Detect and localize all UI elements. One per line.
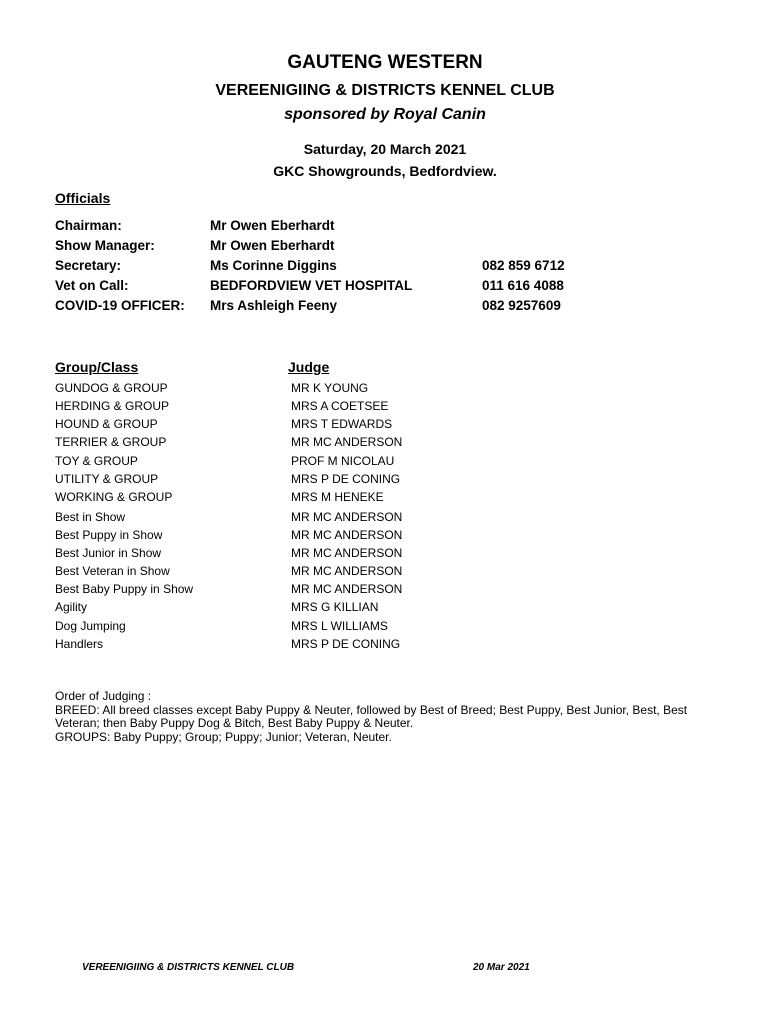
group-class-cell: TOY & GROUP (55, 454, 138, 468)
group-class-cell: Agility (55, 600, 88, 614)
group-class-cell: Handlers (55, 637, 104, 651)
group-class-cell: Best Veteran in Show (55, 564, 170, 578)
official-name: Mrs Ashleigh Feeny (210, 298, 338, 313)
group-class-header: Group/Class (55, 359, 139, 375)
breed-order-text: BREED: All breed classes except Baby Puppy & Neuter, followed by Best of Breed; Best Puppy, Best Junior, Best, Best Veteran; then Baby Puppy Dog & Bitch, Best Baby Puppy & Neuter. (55, 702, 688, 730)
show-venue: GKC Showgrounds, Bedfordview. (273, 163, 497, 179)
official-name: Mr Owen Eberhardt (210, 238, 335, 253)
official-role: COVID-19 OFFICER: (55, 298, 185, 313)
official-phone: 082 9257609 (482, 298, 561, 313)
official-role: Vet on Call: (55, 278, 129, 293)
judge-cell: MRS P DE CONING (291, 637, 401, 651)
group-class-cell: GUNDOG & GROUP (55, 381, 168, 395)
judging-order-heading: Order of Judging : (55, 689, 152, 703)
officials-heading: Officials (55, 190, 111, 206)
footer-club: VEREENIGIING & DISTRICTS KENNEL CLUB (82, 962, 295, 973)
judge-cell: MR MC ANDERSON (291, 582, 403, 596)
groups-order-text: GROUPS: Baby Puppy; Group; Puppy; Junior; Veteran, Neuter. (55, 729, 392, 744)
group-class-cell: HERDING & GROUP (55, 399, 170, 413)
group-class-cell: Best Baby Puppy in Show (55, 582, 194, 596)
judge-cell: MR MC ANDERSON (291, 528, 403, 542)
judge-cell: MRS A COETSEE (291, 399, 389, 413)
official-role: Secretary: (55, 258, 122, 273)
judge-cell: MRS T EDWARDS (291, 417, 393, 431)
sponsor-line: sponsored by Royal Canin (284, 106, 486, 123)
official-role: Chairman: (55, 218, 122, 233)
judge-cell: MR MC ANDERSON (291, 435, 403, 449)
judge-cell: PROF M NICOLAU (291, 454, 395, 468)
judge-cell: MR K YOUNG (291, 381, 369, 395)
footer-date: 20 Mar 2021 (473, 962, 530, 973)
group-class-cell: Best Puppy in Show (55, 528, 163, 542)
group-class-cell: Best Junior in Show (55, 546, 162, 560)
official-phone: 082 859 6712 (482, 258, 565, 273)
judge-cell: MRS G KILLIAN (291, 600, 379, 614)
official-role: Show Manager: (55, 238, 155, 253)
judge-cell: MR MC ANDERSON (291, 546, 403, 560)
show-date: Saturday, 20 March 2021 (303, 141, 467, 157)
group-class-cell: Dog Jumping (55, 619, 126, 633)
judge-cell: MR MC ANDERSON (291, 510, 403, 524)
official-phone: 011 616 4088 (482, 278, 564, 293)
official-name: Ms Corinne Diggins (210, 258, 337, 273)
judge-cell: MRS M HENEKE (291, 490, 384, 504)
judge-header: Judge (288, 359, 330, 375)
judge-cell: MRS P DE CONING (291, 472, 401, 486)
club-name: VEREENIGIING & DISTRICTS KENNEL CLUB (215, 82, 555, 99)
group-class-cell: HOUND & GROUP (55, 417, 158, 431)
page-title: GAUTENG WESTERN (287, 52, 483, 73)
official-name: Mr Owen Eberhardt (210, 218, 335, 233)
group-class-cell: Best in Show (55, 510, 126, 524)
group-class-cell: UTILITY & GROUP (55, 472, 159, 486)
judge-cell: MRS L WILLIAMS (291, 619, 388, 633)
judge-cell: MR MC ANDERSON (291, 564, 403, 578)
official-name: BEDFORDVIEW VET HOSPITAL (210, 278, 413, 293)
group-class-cell: TERRIER & GROUP (55, 435, 167, 449)
group-class-cell: WORKING & GROUP (55, 490, 173, 504)
judging-order-notes (55, 690, 735, 744)
